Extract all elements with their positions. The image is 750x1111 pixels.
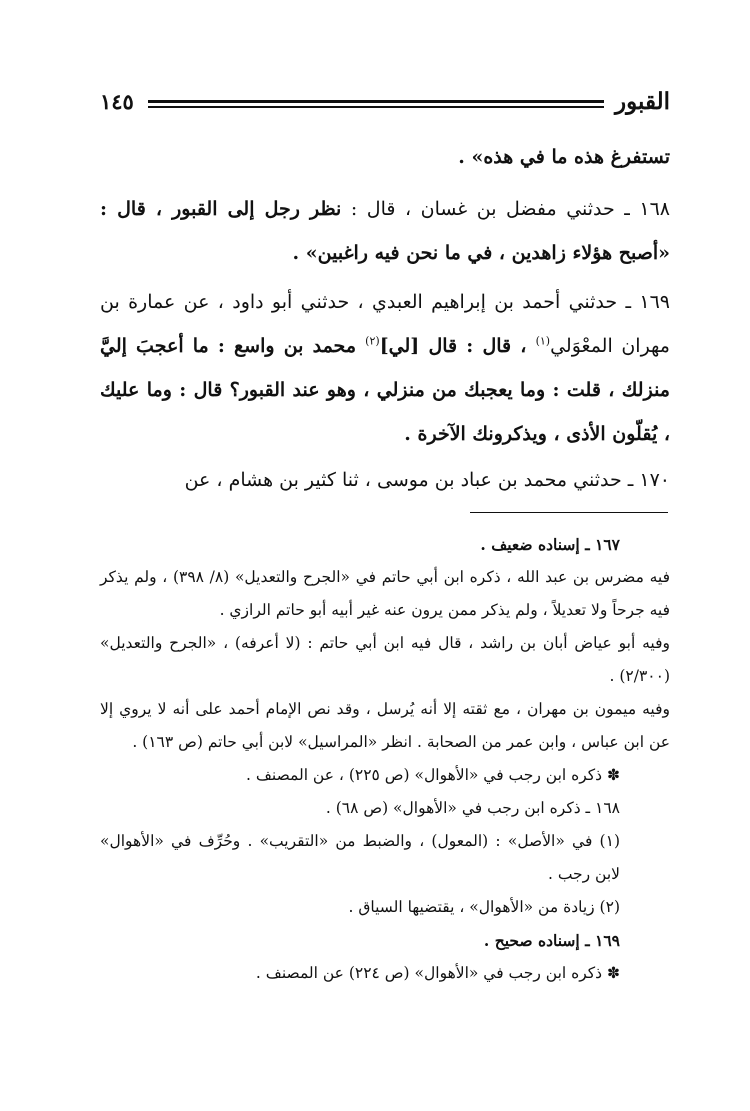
page-number: ١٤٥ — [100, 89, 134, 114]
running-header — [100, 88, 670, 120]
paragraph-170 — [100, 458, 670, 502]
footnote-167-c: وفيه ميمون بن مهران ، مع ثقته إلا أنه يُرسل ، وقد نص الإمام أحمد على أنه لا يروي إلا عن ابن عباس ، وابن عمر من الصحابة . انظر «المراسيل» لابن أبي حاتم (ص ١٦٣) . — [100, 700, 670, 751]
continuation-text: تستفرغ هذه ما في هذه» . — [458, 146, 670, 168]
note-2: (٢) زيادة من «الأهوال» ، يقتضيها السياق . — [348, 898, 620, 916]
footnote-168: ١٦٨ ـ ذكره ابن رجب في «الأهوال» (ص ٦٨) . — [325, 799, 620, 817]
p168-quote: نظر رجل إلى القبور ، قال : «أصبح هؤلاء زاهدين ، في ما نحن فيه راغبين» . — [100, 198, 670, 264]
p169-qala: ، قال : قال [لي] — [379, 335, 536, 357]
footnote-167-heading: ١٦٧ ـ إسناده ضعيف . — [480, 535, 620, 554]
footnote-ref-1: (١) — [535, 334, 551, 348]
footnote-167-d: ✽ ذكره ابن رجب في «الأهوال» (ص ٢٢٥) ، عن المصنف . — [246, 766, 620, 784]
p169-isnad: ١٦٩ ـ حدثني أحمد بن إبراهيم العبدي ، حدثني أبو داود ، عن عمارة بن مهران المعْوَلي — [100, 291, 670, 357]
footnotes — [100, 528, 670, 990]
paragraph-continuation — [100, 135, 670, 179]
p168-prefix: ١٦٨ ـ حدثني مفضل بن غسان ، قال : — [350, 198, 670, 220]
footnote-169-heading: ١٦٩ ـ إسناده صحيح . — [483, 931, 620, 950]
paragraph-169 — [100, 280, 670, 456]
header-rule — [148, 100, 604, 108]
note-1: (١) في «الأصل» : (المعول) ، والضبط من «التقريب» . وحُرِّف في «الأهوال» لابن رجب . — [100, 832, 620, 883]
p169-matn: محمد بن واسع : ما أعجبَ إليَّ منزلك ، قلت : وما يعجبك من منزلي ، وهو عند القبور؟ قال : وما عليك ، يُقلّون الأذى ، ويذكرونك الآخرة . — [100, 335, 670, 445]
footnote-167-b: وفيه أبو عياض أبان بن راشد ، قال فيه ابن أبي حاتم : (لا أعرفه) ، «الجرح والتعديل» (٢/٣٠٠) . — [100, 634, 670, 685]
footnote-separator — [470, 512, 668, 513]
paragraph-168 — [100, 187, 670, 275]
footnote-169: ✽ ذكره ابن رجب في «الأهوال» (ص ٢٢٤) عن المصنف . — [255, 964, 620, 982]
footnote-ref-2: (٢) — [365, 334, 380, 348]
running-title: القبور — [615, 88, 670, 115]
footnote-167-a: فيه مضرس بن عبد الله ، ذكره ابن أبي حاتم في «الجرح والتعديل» (٨/ ٣٩٨) ، ولم يذكر فيه جرحاً ولا تعديلاً ، ولم يذكر ممن يرون عنه غير أبيه أبو حاتم الرازي . — [100, 568, 670, 619]
p170-text: ١٧٠ ـ حدثني محمد بن عباد بن موسى ، ثنا كثير بن هشام ، عن — [184, 469, 670, 491]
